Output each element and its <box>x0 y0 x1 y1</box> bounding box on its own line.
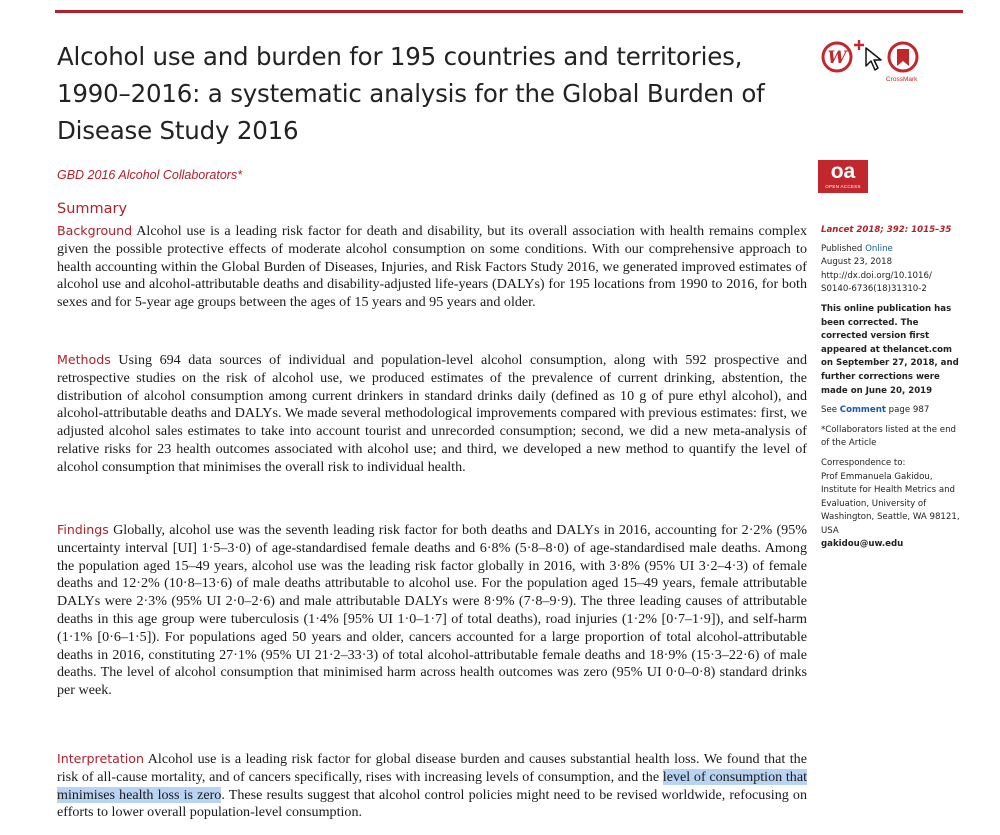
comment-link[interactable]: Comment <box>839 405 886 416</box>
svg-text:W: W <box>827 48 847 68</box>
correspondence-address: Prof Emmanuela Gakidou, Institute for Health Metrics and Evaluation, University of Washington, Seattle, WA 98121, USA <box>821 471 960 536</box>
interpretation-label: Interpretation <box>57 751 144 766</box>
methods-section <box>57 351 807 477</box>
background-label: Background <box>57 223 133 238</box>
interpretation-text-before: Alcohol use is a leading risk factor for global disease burden and causes substantial health loss. We found that the risk of all-cause mortality, and of cancers specifically, rises with increasing levels of consumption, and the <box>57 751 807 785</box>
published-prefix: Published <box>821 243 866 254</box>
article-title: Alcohol use and burden for 195 countries and territories, 1990–2016: a systematic analysis for the Global Burden of Disease Study 2016 <box>57 42 765 145</box>
oa-badge-subtext: OPEN ACCESS <box>825 184 861 189</box>
crossmark-label: CrossMark <box>886 76 918 83</box>
correspondence-label: Correspondence to: <box>821 457 906 468</box>
correspondence <box>821 457 961 539</box>
see-prefix: See <box>821 405 840 416</box>
oa-badge-text: oa <box>830 160 856 183</box>
interpretation-text-after: . These results suggest that alcohol control policies might need to be revised worldwide, refocusing on efforts to lower overall population-level consumption. <box>57 786 808 821</box>
see-suffix: page 987 <box>885 405 930 416</box>
author-line: GBD 2016 Alcohol Collaborators* <box>57 168 243 182</box>
methods-label: Methods <box>57 352 111 367</box>
see-comment <box>821 404 961 418</box>
crossmark-icon[interactable] <box>886 40 920 74</box>
journal-citation: Lancet 2018; 392: 1015–35 <box>821 225 952 235</box>
background-section <box>57 222 807 312</box>
findings-section <box>57 521 807 700</box>
article-sidebar <box>821 224 961 558</box>
top-rule <box>55 10 963 13</box>
collaborators-note: *Collaborators listed at the end of the Article <box>821 424 956 449</box>
findings-text: Globally, alcohol use was the seventh leading risk factor for both deaths and DALYs in 2016, accounting for 2·2% (95% uncertainty interval [UI] 1·5–3·0) of age-standardised female deaths and 6·8% (5·8–8·0) of age-standardised male deaths. Among the population aged 15–49 years, alcohol use was the leading risk factor globally in 2016, with 3·8% (95% UI 3·2–4·3) of female deaths and 12·2% (10·8–13·6) of male deaths attributable to alcohol use. For the population aged 15–49 years, female attributable DALYs were 2·3% (95% UI 2·0–2·6) and male attributable DALYs were 8·9% (7·8–9·9). The three leading causes of attributable deaths in this age group were tuberculosis (1·4% [95% UI 1·0–1·7] of total deaths), road injuries (1·2% [0·7–1·9]), and self-harm (1·1% [0·6–1·5]). For populations aged 50 years and older, cancers accounted for a large proportion of total alcohol-attributable deaths in 2016, constituting 27·1% (95% UI 21·2–33·3) of total alcohol-attributable female deaths and 18·9% (15·3–22·6) of male deaths. The level of alcohol consumption that minimised harm across health outcomes was zero (95% UI 0·0–0·8) standard drinks per week. <box>57 522 807 699</box>
published-online-link[interactable]: Online <box>865 243 893 254</box>
open-access-w-icon[interactable] <box>820 40 854 74</box>
cursor-icon <box>864 46 884 72</box>
published-details: August 23, 2018 http://dx.doi.org/10.1016/ S0140-6736(18)31310-2 <box>821 257 932 295</box>
background-text: Alcohol use is a leading risk factor for death and disability, but its overall association with health remains complex given the possible protective effects of moderate alcohol consumption on some conditions. With our comprehensive approach to health accounting within the Global Burden of Diseases, Injuries, and Risk Factors Study 2016, we generated improved estimates of alcohol use and alcohol-attributable deaths and disability-adjusted life-years (DALYs) for 195 locations from 1990 to 2016, for both sexes and for 5-year age groups between the ages of 15 years and 95 years and older. <box>57 223 807 311</box>
interpretation-section <box>57 750 807 822</box>
selected-text-highlight[interactable]: level of consumption that minimises health loss is zero <box>57 768 807 803</box>
methods-text: Using 694 data sources of individual and population-level alcohol consumption, along with 592 prospective and retrospective studies on the risk of alcohol use, we produced estimates of the prevalence of current drinking, abstention, the distribution of alcohol consumption among current drinkers in standard drinks daily (defined as 10 g of pure ethyl alcohol), and alcohol-attributable deaths and DALYs. We made several methodological improvements compared with previous estimates: first, we adjusted alcohol sales estimates to take into account tourist and unrecorded consumption; second, we did a new meta-analysis of relative risks for 23 health outcomes associated with alcohol use; and third, we developed a new method to quantify the level of alcohol consumption that minimises the overall risk to individual health. <box>57 352 807 475</box>
open-access-badge[interactable] <box>818 160 868 193</box>
article-icons <box>818 40 938 90</box>
publication-info <box>821 243 961 297</box>
findings-label: Findings <box>57 522 109 537</box>
correction-note: This online publication has been corrected. The corrected version first appeared at thelancet.com on September 27, 2018, and further corrections were made on June 20, 2019 <box>821 303 959 396</box>
correspondence-email[interactable]: gakidou@uw.edu <box>821 539 904 550</box>
summary-heading: Summary <box>57 201 128 217</box>
